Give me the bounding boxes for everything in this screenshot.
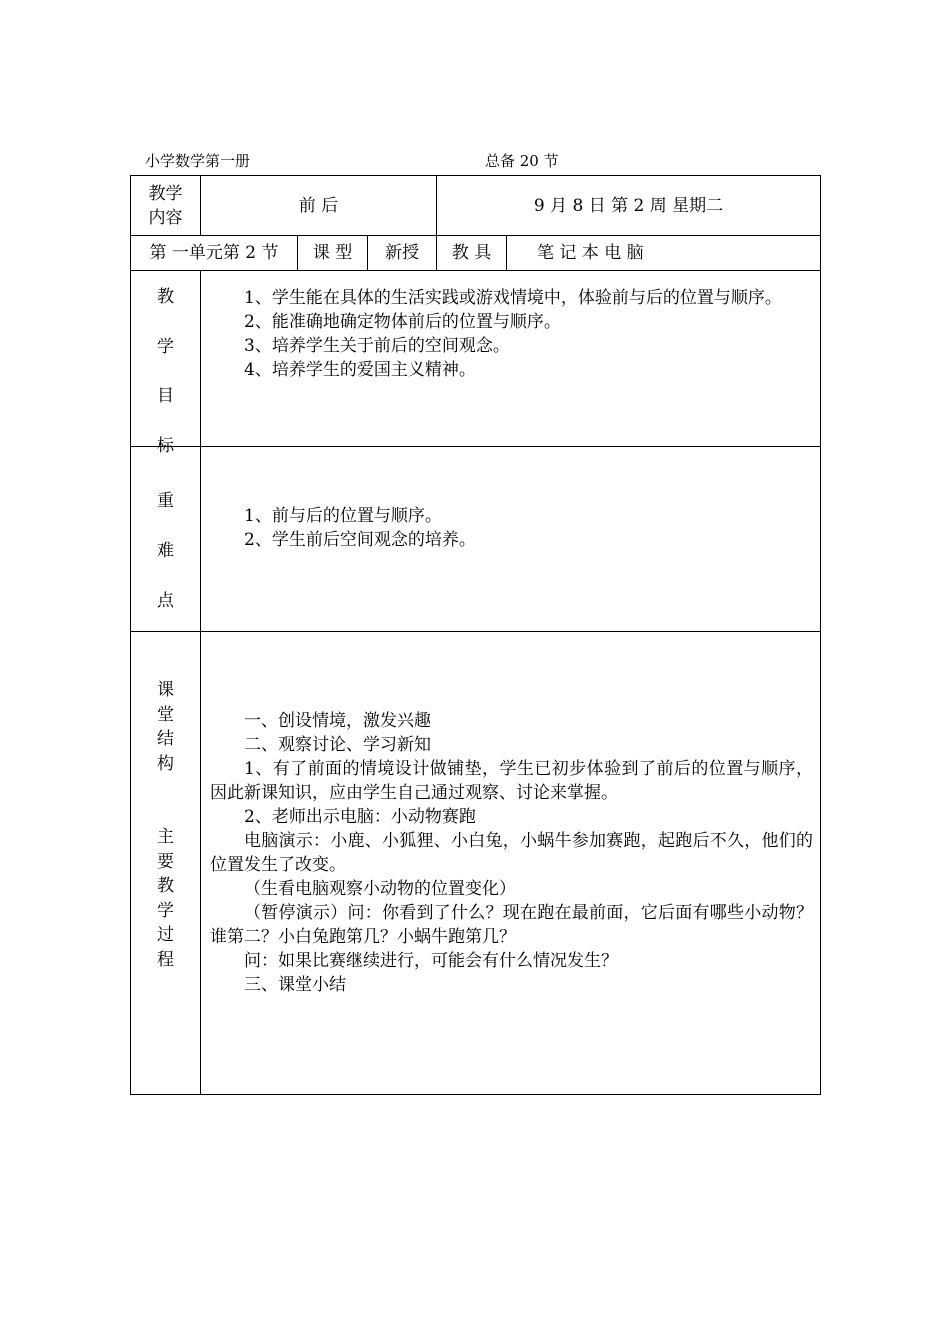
content-label bbox=[131, 176, 200, 235]
process-label-char: 过 bbox=[157, 925, 174, 945]
key-points-label-char: 难 bbox=[157, 541, 174, 561]
process-label-char: 主 bbox=[157, 827, 174, 847]
teaching-tools-value: 笔 记 本 电 脑 bbox=[537, 243, 644, 263]
lesson-plan-table bbox=[130, 175, 821, 1095]
objectives-label-char: 教 bbox=[157, 287, 174, 307]
objective-item: 3、培养学生关于前后的空间观念。 bbox=[244, 336, 510, 356]
book-title: 小学数学第一册 bbox=[145, 152, 251, 170]
column-divider bbox=[506, 235, 507, 270]
process-paragraph: 三、课堂小结 bbox=[244, 975, 346, 995]
process-paragraph: （生看电脑观察小动物的位置变化） bbox=[244, 879, 516, 899]
unit-section: 第 一单元第 2 节 bbox=[149, 243, 279, 263]
process-paragraph: 问：如果比赛继续进行，可能会有什么情况发生？ bbox=[244, 951, 618, 971]
process-paragraph: （暂停演示）问：你看到了什么？现在跑在最前面，它后面有哪些小动物？谁第二？小白兔跑第几？小蜗牛跑第几？ bbox=[210, 903, 813, 947]
total-lessons: 总备 20 节 bbox=[485, 152, 559, 170]
process-paragraph: 2、老师出示电脑：小动物赛跑 bbox=[244, 807, 476, 827]
key-points-list bbox=[210, 504, 813, 552]
objective-item: 2、能准确地确定物体前后的位置与顺序。 bbox=[244, 312, 561, 332]
row-divider bbox=[131, 270, 820, 271]
lesson-date: 9 月 8 日 第 2 周 星期二 bbox=[533, 195, 724, 216]
key-point-item: 2、学生前后空间观念的培养。 bbox=[244, 530, 476, 550]
process-content bbox=[210, 709, 813, 997]
objectives-label bbox=[131, 273, 200, 471]
key-points-label-char: 重 bbox=[157, 491, 174, 511]
process-paragraph: 一、创设情境，激发兴趣 bbox=[244, 711, 431, 731]
objectives-list bbox=[210, 286, 813, 382]
process-label-char: 学 bbox=[157, 900, 174, 921]
key-point-item: 1、前与后的位置与顺序。 bbox=[244, 506, 442, 526]
column-divider bbox=[200, 270, 201, 1094]
row-divider bbox=[131, 446, 820, 447]
process-label-char: 教 bbox=[157, 876, 174, 896]
objectives-label-char: 标 bbox=[157, 435, 174, 456]
process-label-char: 构 bbox=[157, 753, 174, 774]
objectives-label-char: 目 bbox=[157, 386, 174, 406]
teaching-tools-label: 教 具 bbox=[451, 243, 492, 263]
content-label-line2: 内容 bbox=[148, 207, 183, 228]
process-label-char: 堂 bbox=[157, 704, 174, 725]
process-paragraph: 二、观察讨论、学习新知 bbox=[244, 735, 431, 755]
lesson-type-value: 新授 bbox=[385, 243, 419, 263]
process-label bbox=[131, 678, 200, 972]
key-points-label-char: 点 bbox=[157, 591, 174, 611]
lesson-type-label: 课 型 bbox=[312, 243, 353, 263]
process-label-char: 课 bbox=[157, 680, 174, 700]
process-paragraph: 1、有了前面的情境设计做铺垫，学生已初步体验到了前后的位置与顺序，因此新课知识，应由学生自己通过观察、讨论来掌握。 bbox=[210, 759, 813, 803]
row-divider bbox=[131, 631, 820, 632]
objectives-label-char: 学 bbox=[157, 336, 174, 357]
process-label-char: 结 bbox=[157, 729, 174, 749]
objective-item: 4、培养学生的爱国主义精神。 bbox=[244, 360, 476, 380]
process-label-char: 要 bbox=[157, 851, 174, 872]
key-points-label bbox=[131, 476, 200, 626]
content-label-line1: 教学 bbox=[148, 183, 183, 204]
process-label-char: 程 bbox=[157, 949, 174, 970]
process-paragraph: 电脑演示：小鹿、小狐狸、小白兔，小蜗牛参加赛跑，起跑后不久，他们的位置发生了改变。 bbox=[210, 831, 813, 875]
lesson-topic: 前 后 bbox=[298, 195, 339, 216]
objective-item: 1、学生能在具体的生活实践或游戏情境中，体验前与后的位置与顺序。 bbox=[244, 288, 782, 308]
